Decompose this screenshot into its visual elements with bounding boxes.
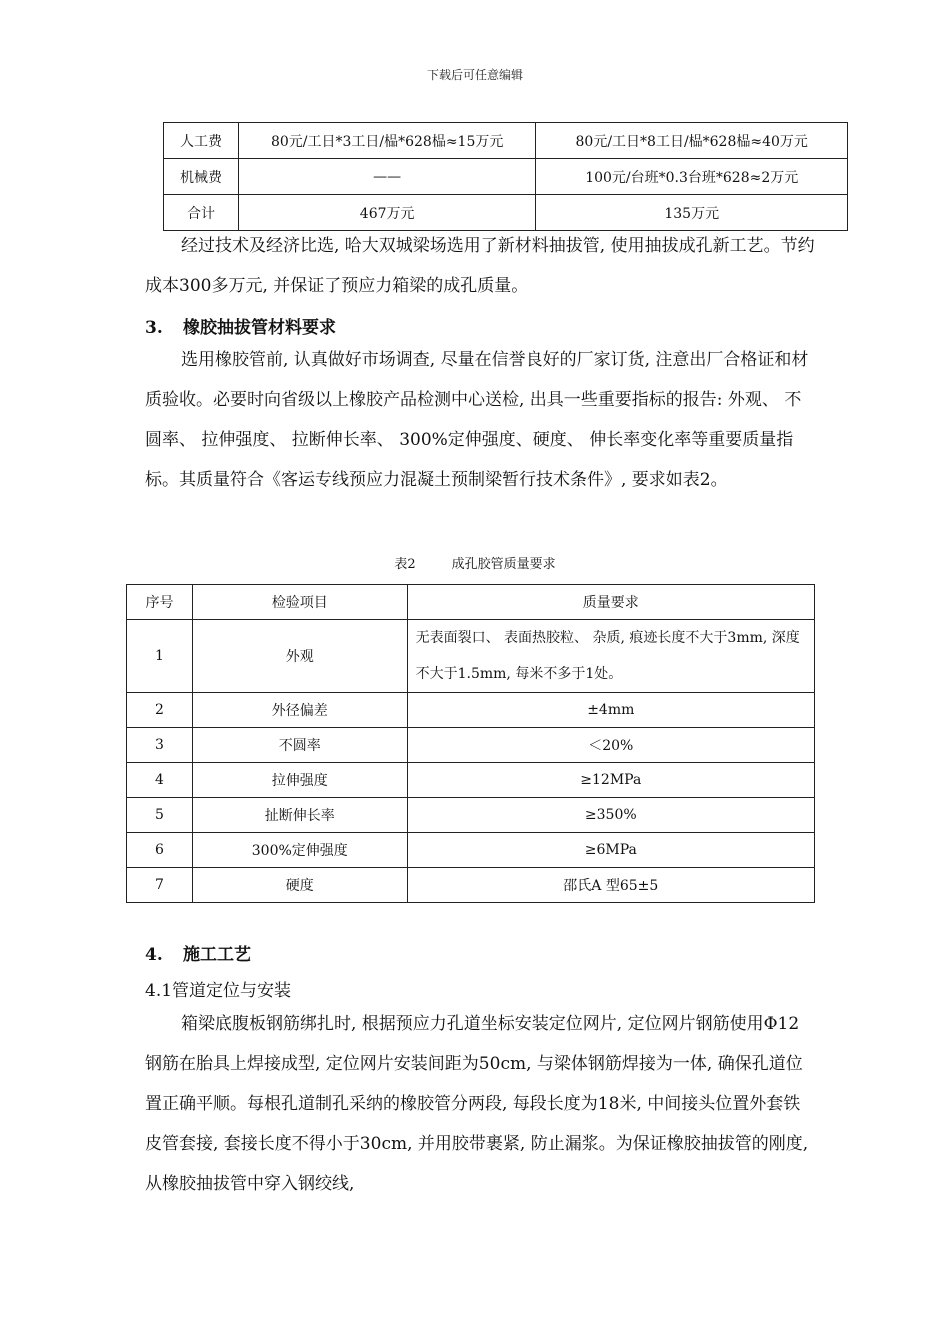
- row-number: 7: [127, 868, 193, 903]
- paragraph-duct-positioning: 箱梁底腹板钢筋绑扎时, 根据预应力孔道坐标安装定位网片, 定位网片钢筋使用Φ12钢筋在胎具上焊接成型, 定位网片安装间距为50cm, 与梁体钢筋焊接为一体, 确保孔道位置正确平顺。每根孔道制孔采纳的橡胶管分两段, 每段长度为18米, 中间接头位置外套铁皮管套接, 套接长度不得小于30cm, 并用胶带裹紧, 防止漏浆。为保证橡胶抽拔管的刚度, 从橡胶抽拔管中穿入钢绞线,: [145, 1014, 809, 1194]
- table-row: [164, 123, 848, 159]
- row-number: 4: [127, 763, 193, 798]
- row-label: 人工费: [164, 123, 239, 159]
- row-label: 合计: [164, 195, 239, 231]
- quality-requirement: ≥12MPa: [407, 763, 814, 798]
- table-cell: 100元/台班*0.3台班*628≈2万元: [536, 159, 848, 195]
- inspection-item: 扯断伸长率: [192, 798, 407, 833]
- quality-requirement: ＜20%: [407, 728, 814, 763]
- page-header: 下载后可任意编辑: [426, 68, 523, 82]
- quality-requirements-table: [126, 584, 815, 903]
- subsection-heading-4-1: 4.1管道定位与安装: [145, 981, 292, 1001]
- caption-number: 表2: [394, 557, 416, 572]
- quality-requirement: ≥6MPa: [407, 833, 814, 868]
- section-heading-4: [145, 940, 251, 965]
- row-number: 6: [127, 833, 193, 868]
- row-number: 1: [127, 620, 193, 693]
- quality-requirement: ±4mm: [407, 693, 814, 728]
- row-number: 5: [127, 798, 193, 833]
- inspection-item: 硬度: [192, 868, 407, 903]
- table-cell: 467万元: [238, 195, 536, 231]
- caption-title: 成孔胶管质量要求: [451, 557, 556, 572]
- table-row: [127, 763, 815, 798]
- inspection-item: 300%定伸强度: [192, 833, 407, 868]
- table-cell: 135万元: [536, 195, 848, 231]
- table-cell: 80元/工日*3工日/榀*628榀≈15万元: [238, 123, 536, 159]
- row-number: 2: [127, 693, 193, 728]
- row-label: 机械费: [164, 159, 239, 195]
- quality-requirement: ≥350%: [407, 798, 814, 833]
- inspection-item: 外径偏差: [192, 693, 407, 728]
- table-header-row: [127, 585, 815, 620]
- section-title: 施工工艺: [183, 945, 251, 965]
- inspection-item: 外观: [192, 620, 407, 693]
- table-row: [127, 868, 815, 903]
- column-header: 质量要求: [407, 585, 814, 620]
- column-header: 序号: [127, 585, 193, 620]
- quality-requirement: 无表面裂口、 表面热胶粒、 杂质, 痕迹长度不大于3mm, 深度不大于1.5mm, 每米不多于1处。: [407, 620, 814, 693]
- inspection-item: 拉伸强度: [192, 763, 407, 798]
- cost-table: [163, 122, 848, 231]
- paragraph-cost-conclusion: 经过技术及经济比选, 哈大双城梁场选用了新材料抽拔管, 使用抽拔成孔新工艺。节约成本300多万元, 并保证了预应力箱梁的成孔质量。: [145, 236, 815, 296]
- paragraph-material-requirements: 选用橡胶管前, 认真做好市场调查, 尽量在信誉良好的厂家订货, 注意出厂合格证和材质验收。必要时向省级以上橡胶产品检测中心送检, 出具一些重要指标的报告: 外观、 不圆率、 拉伸强度、 拉断伸长率、 300%定伸强度、硬度、 伸长率变化率等重要质量指标。其质量符合《客运专线预应力混凝土预制梁暂行技术条件》, 要求如表2。: [145, 350, 809, 490]
- section-number: 3.: [145, 318, 163, 338]
- section-heading-3: [145, 313, 336, 338]
- section-title: 橡胶抽拔管材料要求: [183, 318, 336, 338]
- quality-requirement: 邵氏A 型65±5: [407, 868, 814, 903]
- table-row: [127, 728, 815, 763]
- table-row: [127, 620, 815, 693]
- table-row: [127, 693, 815, 728]
- table-row: [127, 798, 815, 833]
- column-header: 检验项目: [192, 585, 407, 620]
- section-number: 4.: [145, 945, 163, 965]
- inspection-item: 不圆率: [192, 728, 407, 763]
- table-caption: [0, 553, 950, 572]
- table-row: [164, 159, 848, 195]
- table-cell: ——: [238, 159, 536, 195]
- row-number: 3: [127, 728, 193, 763]
- table-row: [127, 833, 815, 868]
- table-cell: 80元/工日*8工日/榀*628榀≈40万元: [536, 123, 848, 159]
